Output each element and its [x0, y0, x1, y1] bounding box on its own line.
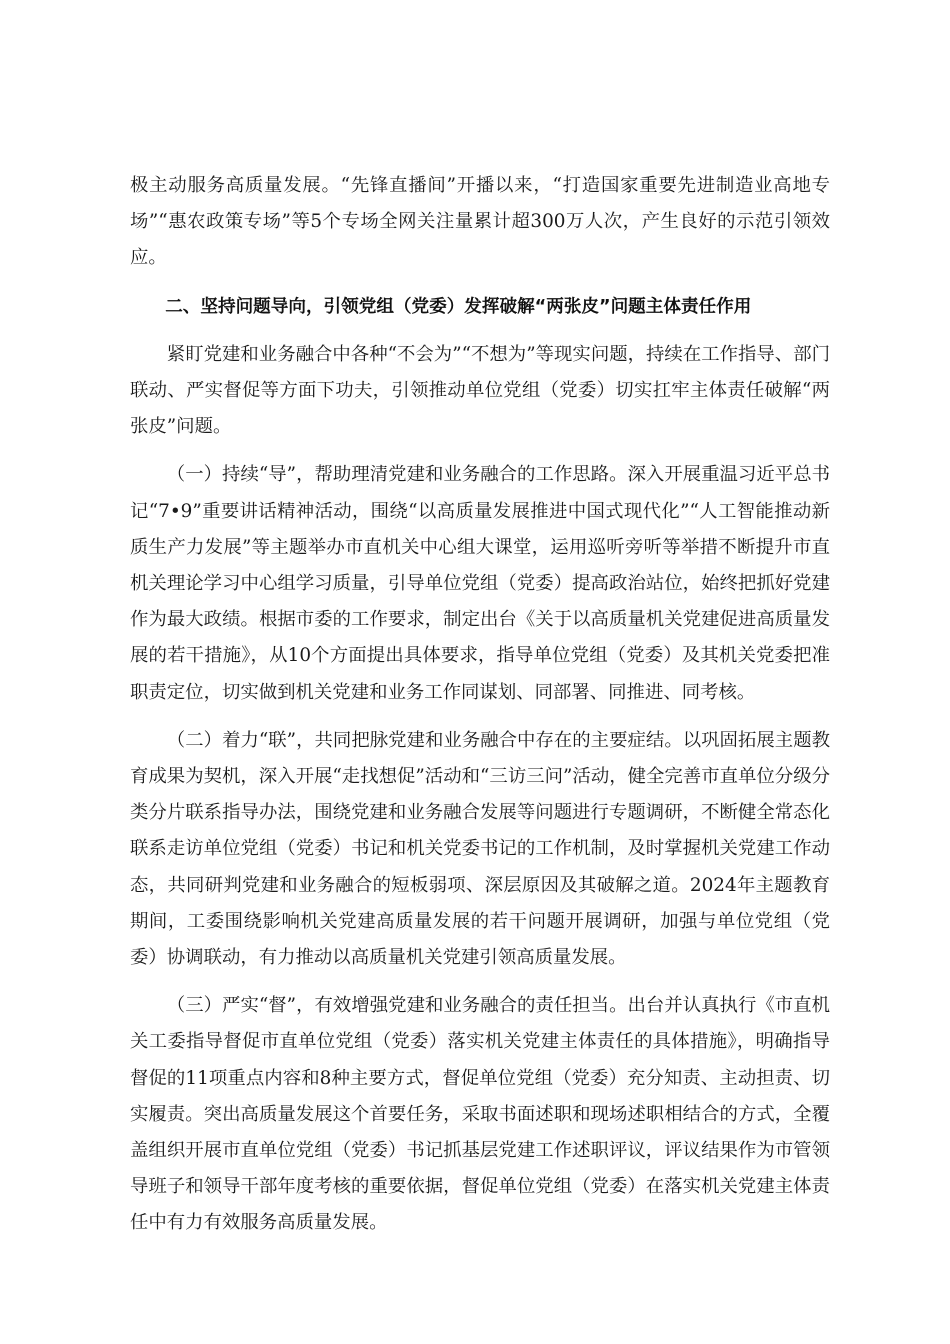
- paragraph-supervise: （三）严实“督”，有效增强党建和业务融合的责任担当。出台并认真执行《市直机关工委指导督促市直单位党组（党委）落实机关党建主体责任的具体措施》，明确指导督促的11项重点内容和8种主要方式，督促单位党组（党委）充分知责、主动担责、切实履责。突出高质量发展这个首要任务，采取书面述职和现场述职相结合的方式，全覆盖组织开展市直单位党组（党委）书记抓基层党建工作述职评议，评议结果作为市管领导班子和领导干部年度考核的重要依据，督促单位党组（党委）在落实机关党建主体责任中有力有效服务高质量发展。: [130, 995, 830, 1234]
- paragraph-continuation: 极主动服务高质量发展。“先锋直播间”开播以来，“打造国家重要先进制造业高地专场”“惠农政策专场”等5个专场全网关注量累计超300万人次，产生良好的示范引领效应。: [130, 175, 830, 269]
- paragraph-gap: [130, 325, 830, 337]
- document-body: [130, 168, 830, 1242]
- paragraph-intro: 紧盯党建和业务融合中各种“不会为”“不想为”等现实问题，持续在工作指导、部门联动、严实督促等方面下功夫，引领推动单位党组（党委）切实扛牢主体责任破解“两张皮”问题。: [130, 343, 830, 438]
- paragraph-gap: [130, 976, 830, 988]
- paragraph-guide: （一）持续“导”，帮助理清党建和业务融合的工作思路。深入开展重温习近平总书记“7•9”重要讲话精神活动，围绕“以高质量发展推进中国式现代化”“人工智能推动新质生产力发展”等主题举办市直机关中心组大课堂，运用巡听旁听等举措不断提升市直机关理论学习中心组学习质量，引导单位党组（党委）提高政治站位，始终把抓好党建作为最大政绩。根据市委的工作要求，制定出台《关于以高质量机关党建促进高质量发展的若干措施》，从10个方面提出具体要求，指导单位党组（党委）及其机关党委把准职责定位，切实做到机关党建和业务工作同谋划、同部署、同推进、同考核。: [130, 464, 830, 703]
- paragraph-gap: [130, 277, 830, 289]
- paragraph-gap: [130, 711, 830, 723]
- section-heading: 二、坚持问题导向，引领党组（党委）发挥破解“两张皮”问题主体责任作用: [165, 296, 752, 317]
- paragraph-link: （二）着力“联”，共同把脉党建和业务融合中存在的主要症结。以巩固拓展主题教育成果为契机，深入开展“走找想促”活动和“三访三问”活动，健全完善市直单位分级分类分片联系指导办法，围绕党建和业务融合发展等问题进行专题调研，不断健全常态化联系走访单位党组（党委）书记和机关党委书记的工作机制，及时掌握机关党建工作动态，共同研判党建和业务融合的短板弱项、深层原因及其破解之道。2024年主题教育期间，工委围绕影响机关党建高质量发展的若干问题开展调研，加强与单位党组（党委）协调联动，有力推动以高质量机关党建引领高质量发展。: [130, 729, 830, 969]
- paragraph-gap: [130, 445, 830, 457]
